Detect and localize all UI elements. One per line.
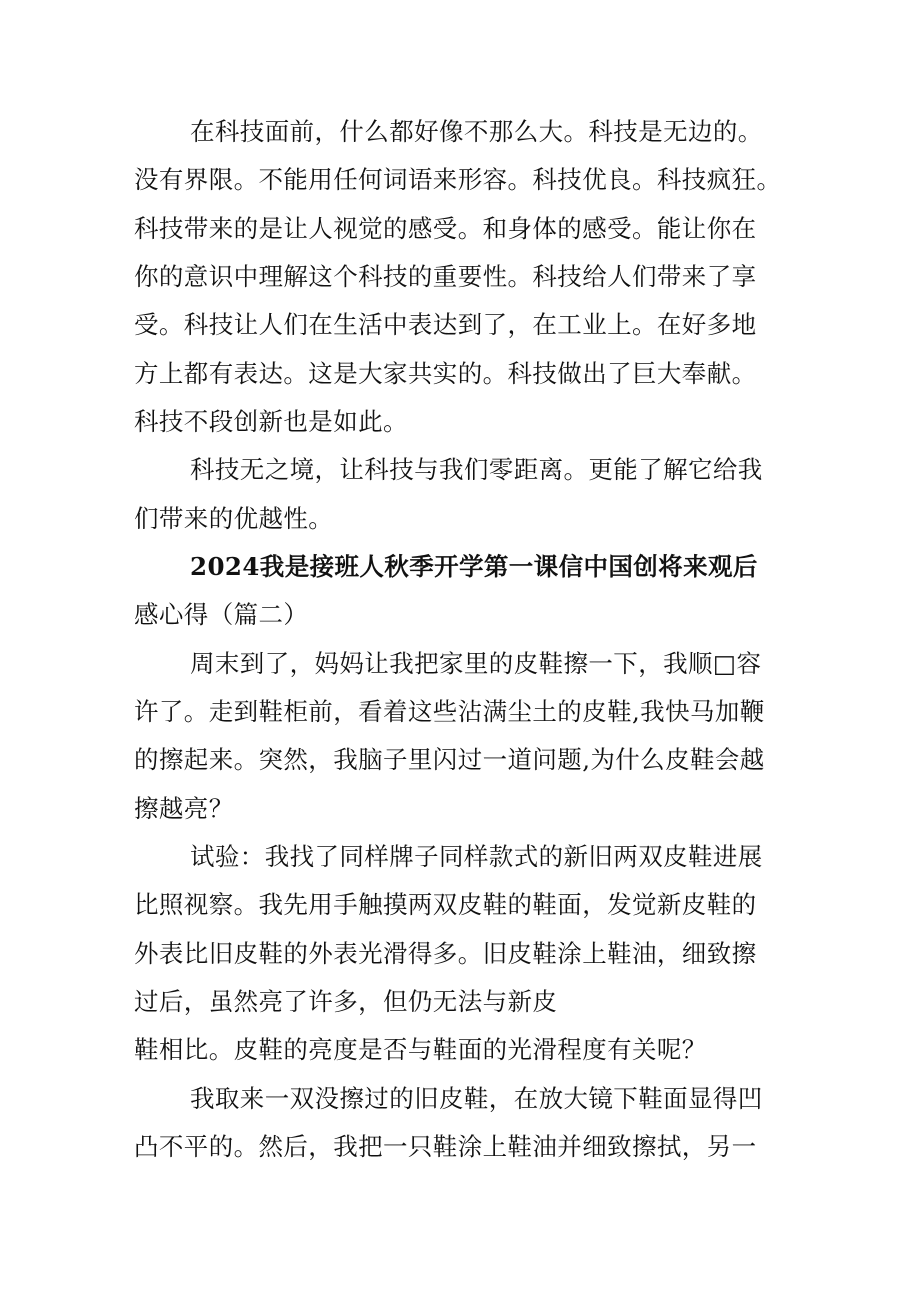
text-line: 方上都有表达。这是大家共实的。科技做出了巨大奉献。: [134, 359, 757, 388]
text-line: 你的意识中理解这个科技的重要性。科技给人们带来了享: [134, 262, 757, 291]
text-line: 比照视察。我先用手触摸两双皮鞋的鞋面，发觉新皮鞋的: [134, 890, 757, 919]
heading-line: 感心得（篇二）: [134, 600, 309, 629]
text-line: 没有界限。不能用任何词语来形容。科技优良。科技疯狂。: [134, 165, 782, 194]
text-line: 擦越亮？: [134, 794, 234, 823]
text-line: 在科技面前，什么都好像不那么大。科技是无边的。: [190, 117, 763, 146]
text-line: 过后，虽然亮了许多，但仍无法与新皮: [134, 987, 558, 1016]
text-line: 们带来的优越性。: [134, 504, 334, 533]
text-line: 周末到了，妈妈让我把家里的皮鞋擦一下，我顺□容: [190, 649, 762, 678]
text-line: 许了。走到鞋柜前，看着这些沾满尘土的皮鞋,我快马加鞭: [134, 697, 765, 726]
text-line: 科技不段创新也是如此。: [134, 407, 408, 436]
text-line: 科技无之境，让科技与我们零距离。更能了解它给我: [190, 455, 763, 484]
text-line: 科技带来的是让人视觉的感受。和身体的感受。能让你在: [134, 214, 757, 243]
text-line: 我取来一双没擦过的旧皮鞋，在放大镜下鞋面显得凹: [190, 1084, 763, 1113]
text-line: 凸不平的。然后，我把一只鞋涂上鞋油并细致擦拭，另一: [134, 1132, 757, 1161]
text-line: 鞋相比。皮鞋的亮度是否与鞋面的光滑程度有关呢？: [134, 1035, 707, 1064]
text-line: 的擦起来。突然，我脑子里闪过一道问题,为什么皮鞋会越: [134, 745, 765, 774]
heading-line: 2024我是接班人秋季开学第一课信中国创将来观后: [190, 552, 758, 581]
text-line: 外表比旧皮鞋的外表光滑得多。旧皮鞋涂上鞋油，细致擦: [134, 939, 757, 968]
text-line: 受。科技让人们在生活中表达到了，在工业上。在好多地: [134, 310, 757, 339]
text-line: 试验：我找了同样牌子同样款式的新旧两双皮鞋进展: [190, 842, 763, 871]
